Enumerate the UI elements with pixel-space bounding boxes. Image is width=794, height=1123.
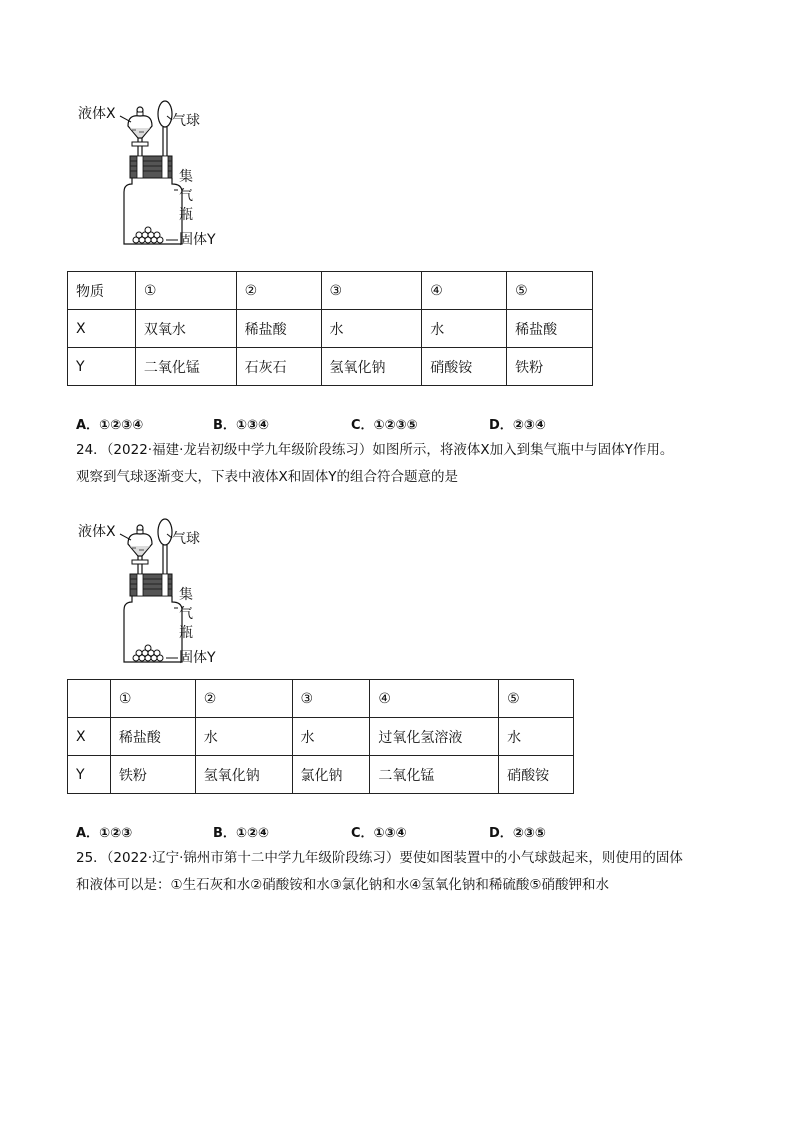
balloon-label: 气球: [172, 531, 200, 547]
table-cell: 硝酸铵: [422, 348, 507, 386]
bottle-label-char: 集: [179, 587, 193, 603]
table-cell: 水: [195, 718, 292, 756]
table-cell: ①: [110, 680, 195, 718]
table-cell: 水: [422, 310, 507, 348]
table-cell: 二氧化锰: [135, 348, 236, 386]
option-b[interactable]: B．①②④: [213, 826, 269, 841]
table-cell: 过氧化氢溶液: [370, 718, 499, 756]
table-cell: 水: [321, 310, 422, 348]
table-cell: ③: [321, 272, 422, 310]
table-cell: X: [68, 718, 111, 756]
apparatus-figure-1: [78, 92, 238, 252]
table-cell: ⑤: [499, 680, 574, 718]
option-d[interactable]: D．②③④: [489, 418, 546, 433]
table-cell: ④: [422, 272, 507, 310]
table-header-row: [68, 272, 593, 310]
bottle-label-char: 气: [179, 606, 193, 622]
question-25: [76, 845, 756, 899]
table-cell: 氢氧化钠: [321, 348, 422, 386]
table-cell: [68, 680, 111, 718]
table-cell: ②: [195, 680, 292, 718]
reagent-table-2: [67, 679, 574, 794]
question-25-line-1: 25．（2022·辽宁·锦州市第十二中学九年级阶段练习）要使如图装置中的小气球鼓起来，则使用的固体: [76, 850, 683, 866]
table-cell: 石灰石: [236, 348, 321, 386]
option-d[interactable]: D．②③⑤: [489, 826, 546, 841]
question-24: [76, 437, 756, 491]
table-header-row: [68, 680, 574, 718]
bottle-label-char: 气: [179, 188, 193, 204]
solid-y-label: 固体Y: [179, 232, 216, 248]
table-cell: 铁粉: [507, 348, 593, 386]
option-c[interactable]: C．①②③⑤: [351, 418, 418, 433]
table-cell: 双氧水: [135, 310, 236, 348]
table-cell: X: [68, 310, 136, 348]
table-cell: 稀盐酸: [507, 310, 593, 348]
table-cell: 稀盐酸: [110, 718, 195, 756]
balloon-label: 气球: [172, 113, 200, 129]
table-cell: 氢氧化钠: [195, 756, 292, 794]
table-cell: 硝酸铵: [499, 756, 574, 794]
liquid-x-label: 液体X: [78, 106, 116, 122]
table-cell: 二氧化锰: [370, 756, 499, 794]
option-b[interactable]: B．①③④: [213, 418, 269, 433]
table-cell: Y: [68, 756, 111, 794]
table-cell: ④: [370, 680, 499, 718]
table-cell: ①: [135, 272, 236, 310]
table-cell: 物质: [68, 272, 136, 310]
bottle-label-char: 瓶: [179, 207, 193, 223]
bottle-label-char: 瓶: [179, 625, 193, 641]
table-cell: Y: [68, 348, 136, 386]
liquid-x-label: 液体X: [78, 524, 116, 540]
table-row: [68, 310, 593, 348]
table-row: [68, 718, 574, 756]
question-24-line-2: 观察到气球逐渐变大，下表中液体X和固体Y的组合符合题意的是: [76, 469, 458, 485]
table-cell: 铁粉: [110, 756, 195, 794]
apparatus-figure-2: [78, 510, 238, 670]
option-a[interactable]: A．①②③④: [76, 418, 144, 433]
table-cell: ③: [292, 680, 370, 718]
table-cell: 氯化钠: [292, 756, 370, 794]
option-c[interactable]: C．①③④: [351, 826, 407, 841]
reagent-table-1: [67, 271, 593, 386]
option-a[interactable]: A．①②③: [76, 826, 133, 841]
table-cell: ②: [236, 272, 321, 310]
table-row: [68, 756, 574, 794]
bottle-label-char: 集: [179, 169, 193, 185]
question-25-line-2: 和液体可以是：①生石灰和水②硝酸铵和水③氯化钠和水④氢氧化钠和稀硫酸⑤硝酸钾和水: [76, 877, 610, 893]
table-row: [68, 348, 593, 386]
bottle-label: [179, 586, 195, 643]
bottle-label: [179, 168, 195, 225]
table-cell: ⑤: [507, 272, 593, 310]
table-cell: 水: [292, 718, 370, 756]
table-cell: 稀盐酸: [236, 310, 321, 348]
question-24-line-1: 24．（2022·福建·龙岩初级中学九年级阶段练习）如图所示，将液体X加入到集气瓶中与固体Y作用。: [76, 442, 674, 458]
solid-y-label: 固体Y: [179, 650, 216, 666]
table-cell: 水: [499, 718, 574, 756]
